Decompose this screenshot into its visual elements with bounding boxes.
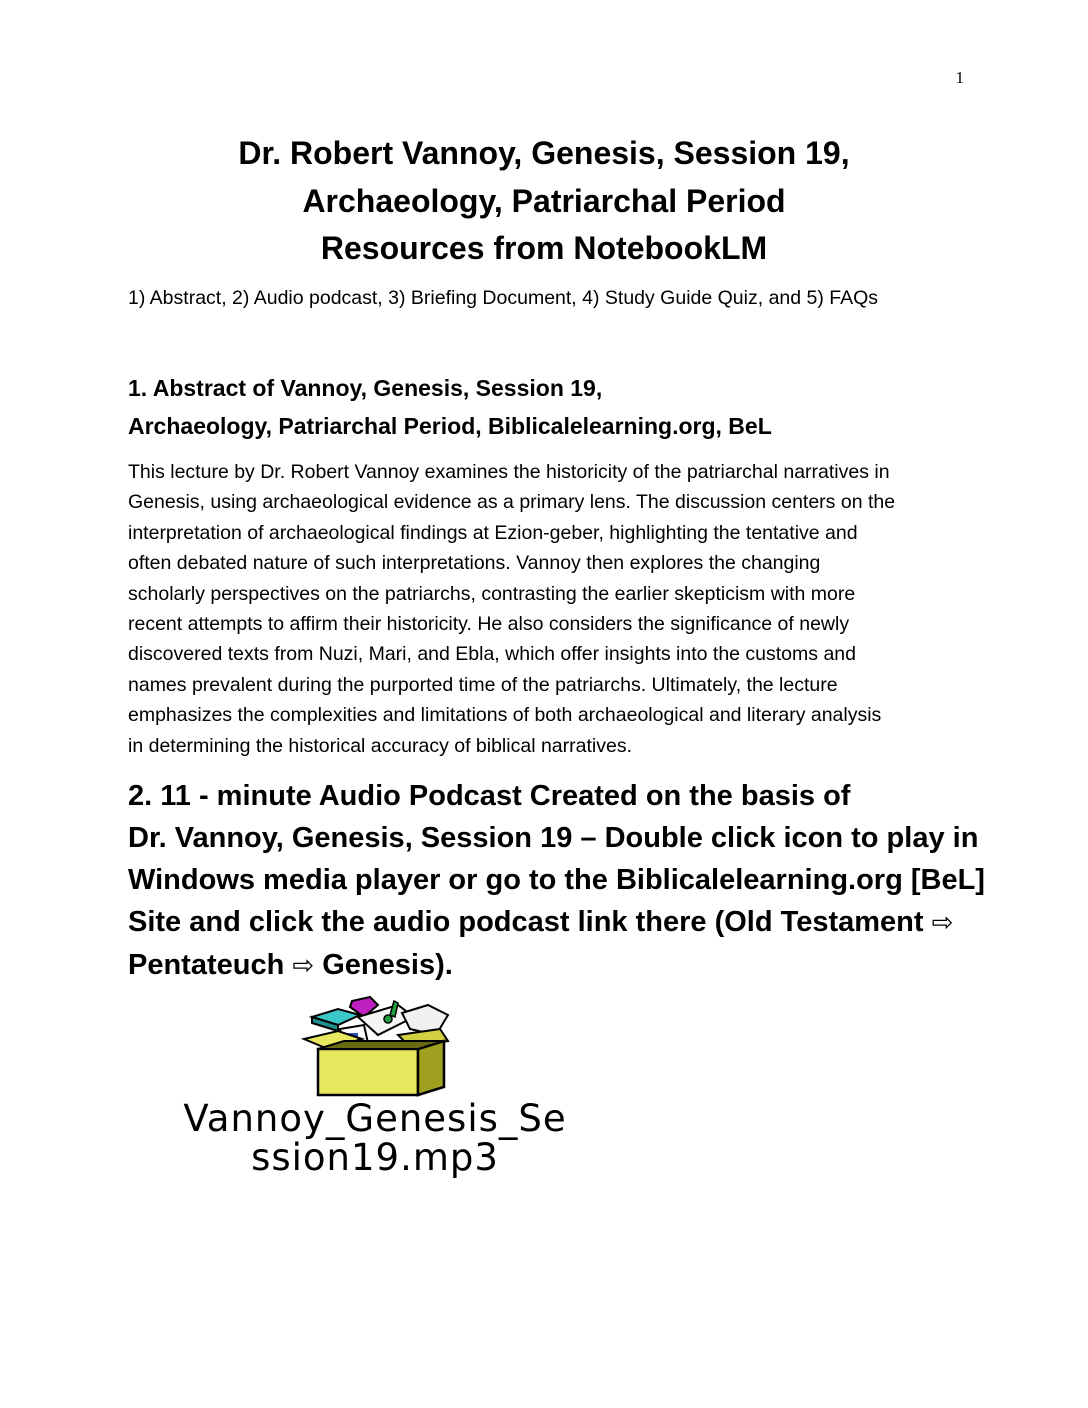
podcast-heading-line xyxy=(128,901,978,944)
abstract-heading-line: 1. Abstract of Vannoy, Genesis, Session 19, xyxy=(128,375,603,401)
attachment-filename[interactable] xyxy=(120,1099,630,1177)
contents-list: 1) Abstract, 2) Audio podcast, 3) Briefing Document, 4) Study Guide Quiz, and 5) FAQs xyxy=(128,287,879,309)
abstract-line: often debated nature of such interpretations. Vannoy then explores the changing xyxy=(128,552,821,575)
abstract-paragraph xyxy=(128,457,964,761)
title-line: Resources from NotebookLM xyxy=(320,230,768,266)
abstract-line: discovered texts from Nuzi, Mari, and Ebla, which offer insights into the customs and xyxy=(128,643,856,666)
podcast-heading-text: Genesis). xyxy=(314,949,453,981)
podcast-heading-line: Windows media player or go to the Biblicalelearning.org [BeL] xyxy=(128,864,985,896)
abstract-line: scholarly perspectives on the patriarchs, contrasting the earlier skepticism with more xyxy=(128,582,856,605)
podcast-heading-line xyxy=(128,944,978,987)
abstract-line: This lecture by Dr. Robert Vannoy examines the historicity of the patriarchal narratives in xyxy=(128,461,890,483)
attachment-filename-line: Vannoy_Genesis_Se xyxy=(183,1097,567,1140)
podcast-heading-text: Pentateuch xyxy=(128,949,293,981)
page-number: 1 xyxy=(955,68,964,87)
right-arrow-icon: ⇨ xyxy=(931,908,954,938)
document-title xyxy=(0,130,1088,273)
abstract-line: in determining the historical accuracy of biblical narratives. xyxy=(128,734,632,757)
abstract-heading-line: Archaeology, Patriarchal Period, Biblicalelearning.org, BeL xyxy=(128,413,772,439)
podcast-heading-line: 2. 11 - minute Audio Podcast Created on the basis of xyxy=(128,780,851,812)
abstract-heading xyxy=(128,369,968,445)
abstract-line: emphasizes the complexities and limitations of both archaeological and literary analysis xyxy=(128,704,882,727)
podcast-heading-text: Site and click the audio podcast link there (Old Testament xyxy=(128,906,932,938)
abstract-line: interpretation of archaeological findings at Ezion-geber, highlighting the tentative and xyxy=(128,521,858,544)
right-arrow-icon: ⇨ xyxy=(292,951,315,981)
title-line: Archaeology, Patriarchal Period xyxy=(302,182,786,219)
attachment-filename-line: ssion19.mp3 xyxy=(251,1136,499,1179)
audio-attachment[interactable] xyxy=(120,995,630,1185)
podcast-heading-line: Dr. Vannoy, Genesis, Session 19 – Double click icon to play in xyxy=(128,822,979,854)
abstract-line: recent attempts to affirm their historicity. He also considers the significance of newly xyxy=(128,613,850,636)
abstract-line: Genesis, using archaeological evidence as a primary lens. The discussion centers on the xyxy=(128,491,896,514)
title-line: Dr. Robert Vannoy, Genesis, Session 19, xyxy=(238,135,850,171)
package-icon[interactable] xyxy=(298,995,458,1099)
abstract-line: names prevalent during the purported time of the patriarchs. Ultimately, the lecture xyxy=(128,673,838,696)
podcast-heading xyxy=(128,775,985,987)
